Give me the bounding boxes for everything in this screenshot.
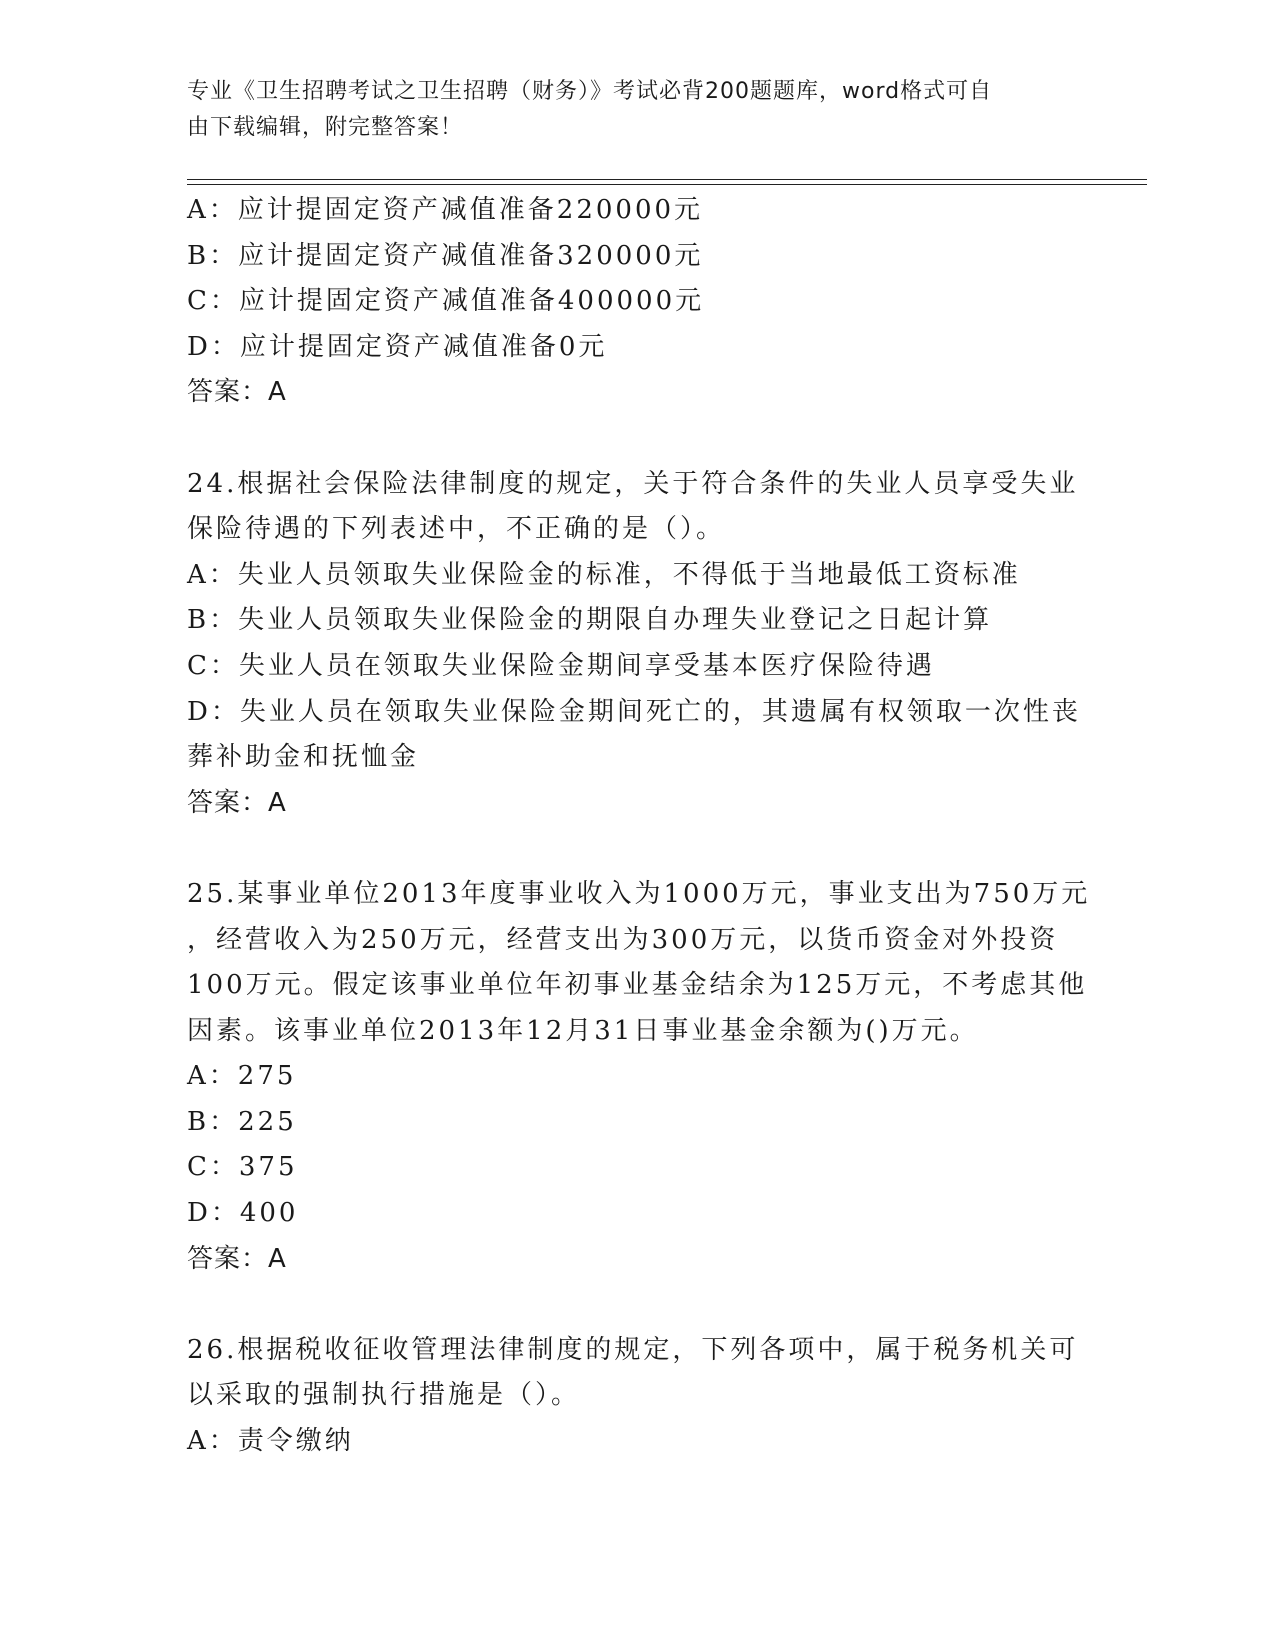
question-stem-line-1: 24.根据社会保险法律制度的规定，关于符合条件的失业人员享受失业 (187, 468, 1079, 499)
question-26 (187, 1328, 1087, 1465)
question-stem-line-1: 26.根据税收征收管理法律制度的规定，下列各项中，属于税务机关可 (187, 1334, 1079, 1365)
intro-line-1: 专业《卫生招聘考试之卫生招聘（财务）》考试必背200题题库，word格式可自 (187, 79, 993, 104)
answer: 答案：A (187, 377, 287, 408)
question-stem-line-2: ，经营收入为250万元，经营支出为300万元，以货币资金对外投资 (187, 924, 1059, 955)
option-d-continued: 葬补助金和抚恤金 (187, 742, 420, 773)
spacer (187, 416, 1087, 462)
header-divider-bottom (187, 184, 1147, 185)
question-stem-line-3: 100万元。假定该事业单位年初事业基金结余为125万元，不考虑其他 (187, 970, 1088, 1001)
question-stem-line-2: 以采取的强制执行措施是（）。 (187, 1380, 581, 1411)
question-25 (187, 872, 1091, 1282)
option-b: B：失业人员领取失业保险金的期限自办理失业登记之日起计算 (187, 605, 993, 636)
option-c: C：375 (187, 1152, 298, 1183)
option-a: A：责令缴纳 (187, 1426, 354, 1457)
answer: 答案：A (187, 1243, 287, 1274)
spacer (187, 826, 1087, 872)
option-a: A：275 (187, 1061, 297, 1092)
intro-line-2: 由下载编辑，附完整答案！ (187, 115, 464, 140)
question-stem-line-4: 因素。该事业单位2013年12月31日事业基金余额为()万元。 (187, 1015, 979, 1046)
document-intro (187, 74, 1087, 146)
question-24 (187, 462, 1087, 827)
option-b: B：应计提固定资产减值准备320000元 (187, 240, 704, 271)
answer: 答案：A (187, 787, 287, 818)
option-b: B：225 (187, 1106, 297, 1137)
option-c: C：失业人员在领取失业保险金期间享受基本医疗保险待遇 (187, 650, 935, 681)
option-d: D：失业人员在领取失业保险金期间死亡的，其遗属有权领取一次性丧 (187, 696, 1081, 727)
question-list (187, 188, 1091, 1465)
option-c: C：应计提固定资产减值准备400000元 (187, 286, 705, 317)
question-stem-line-1: 25.某事业单位2013年度事业收入为1000万元，事业支出为750万元 (187, 878, 1091, 909)
question-stem-line-2: 保险待遇的下列表述中，不正确的是（）。 (187, 514, 726, 545)
question-23 (187, 188, 1087, 416)
option-a: A：应计提固定资产减值准备220000元 (187, 195, 704, 225)
option-d: D：应计提固定资产减值准备0元 (187, 331, 608, 362)
header-divider-top (187, 179, 1147, 180)
option-a: A：失业人员领取失业保险金的标准，不得低于当地最低工资标准 (187, 559, 1021, 590)
option-d: D：400 (187, 1198, 299, 1229)
spacer (187, 1282, 1087, 1328)
